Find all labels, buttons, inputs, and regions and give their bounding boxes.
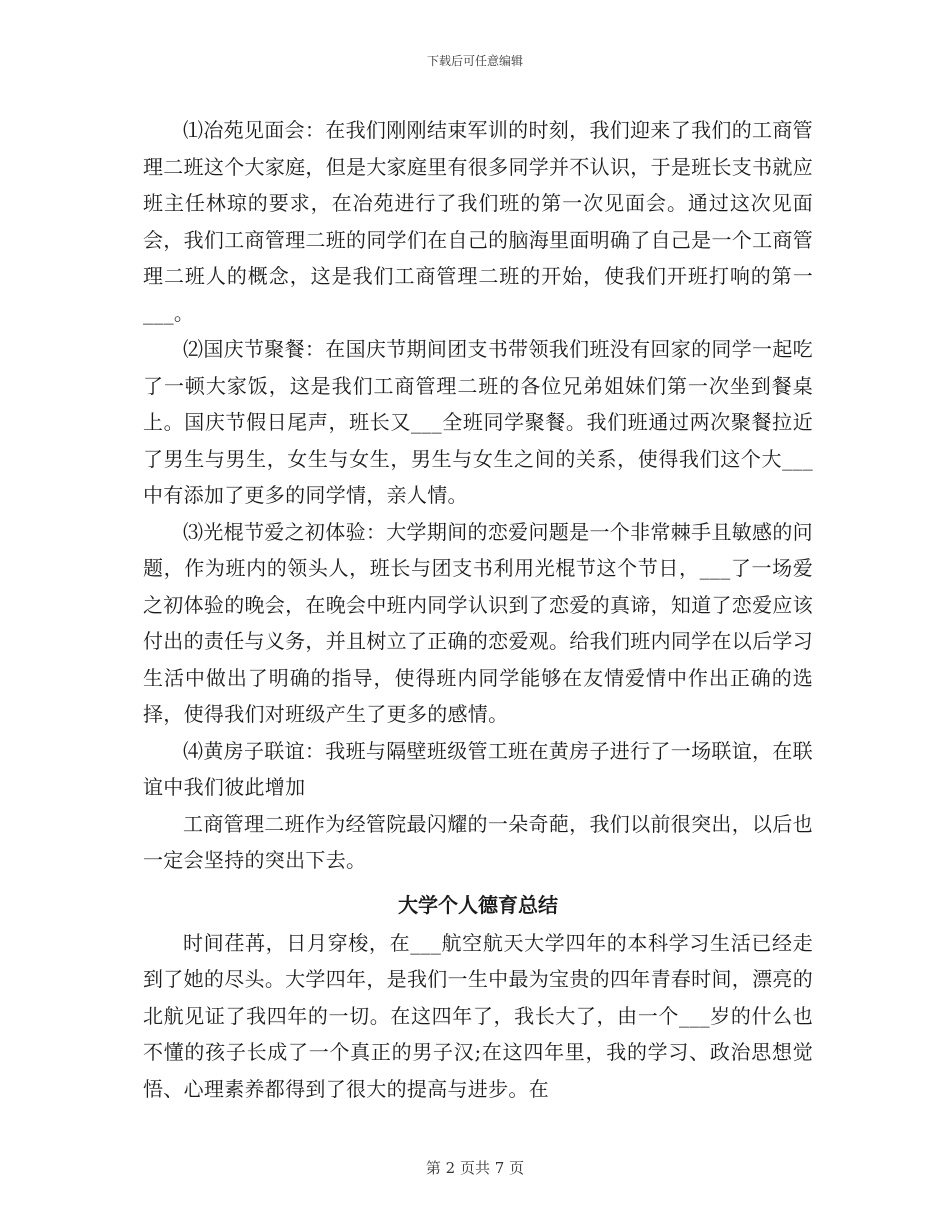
paragraph-national-day-dinner: ⑵国庆节聚餐：在国庆节期间团支书带领我们班没有回家的同学一起吃了一顿大家饭，这是我们工商管理二班的各位兄弟姐妹们第一次坐到餐桌上。国庆节假日尾声，班长又___全班同学聚餐。我们班通过两次聚餐拉近了男生与男生，女生与女生，男生与女生之间的关系，使得我们这个大___中有添加了更多的同学情，亲人情。 <box>143 337 813 507</box>
page-header: 下载后可任意编辑 <box>426 54 523 68</box>
paragraph-singles-day-event: ⑶光棍节爱之初体验：大学期间的恋爱问题是一个非常棘手且敏感的问题，作为班内的领头人，班长与团支书利用光棍节这个节日，___了一场爱之初体验的晚会，在晚会中班内同学认识到了恋爱的真谛，知道了恋爱应该付出的责任与义务，并且树立了正确的恋爱观。给我们班内同学在以后学习生活中做出了明确的指导，使得班内同学能够在友情爱情中作出正确的选择，使得我们对班级产生了更多的感情。 <box>143 519 813 726</box>
paragraph-yellow-house-social: ⑷黄房子联谊：我班与隔壁班级管工班在黄房子进行了一场联谊，在联谊中我们彼此增加 <box>143 738 813 799</box>
page-footer: 第 2 页共 7 页 <box>425 1159 525 1177</box>
section-title: 大学个人德育总结 <box>398 892 558 917</box>
paragraph-moral-summary: 时间荏苒，日月穿梭，在___航空航天大学四年的本科学习生活已经走到了她的尽头。大学四年，是我们一生中最为宝贵的四年青春时间，漂亮的北航见证了我四年的一切。在这四年了，我长大了，由一个___岁的什么也不懂的孩子长成了一个真正的男子汉;在这四年里，我的学习、政治思想觉悟、心理素养都得到了很大的提高与进步。在 <box>143 930 813 1101</box>
paragraph-class-summary: 工商管理二班作为经管院最闪耀的一朵奇葩，我们以前很突出，以后也一定会坚持的突出下去。 <box>143 811 813 872</box>
paragraph-yeyuan-meeting: ⑴冶苑见面会：在我们刚刚结束军训的时刻，我们迎来了我们的工商管理二班这个大家庭，但是大家庭里有很多同学并不认识，于是班长支书就应班主任林琼的要求，在冶苑进行了我们班的第一次见面会。通过这次见面会，我们工商管理二班的同学们在自己的脑海里面明确了自己是一个工商管理二班人的概念，这是我们工商管理二班的开始，使我们开班打响的第一___。 <box>143 118 813 325</box>
document-body <box>143 112 813 1107</box>
